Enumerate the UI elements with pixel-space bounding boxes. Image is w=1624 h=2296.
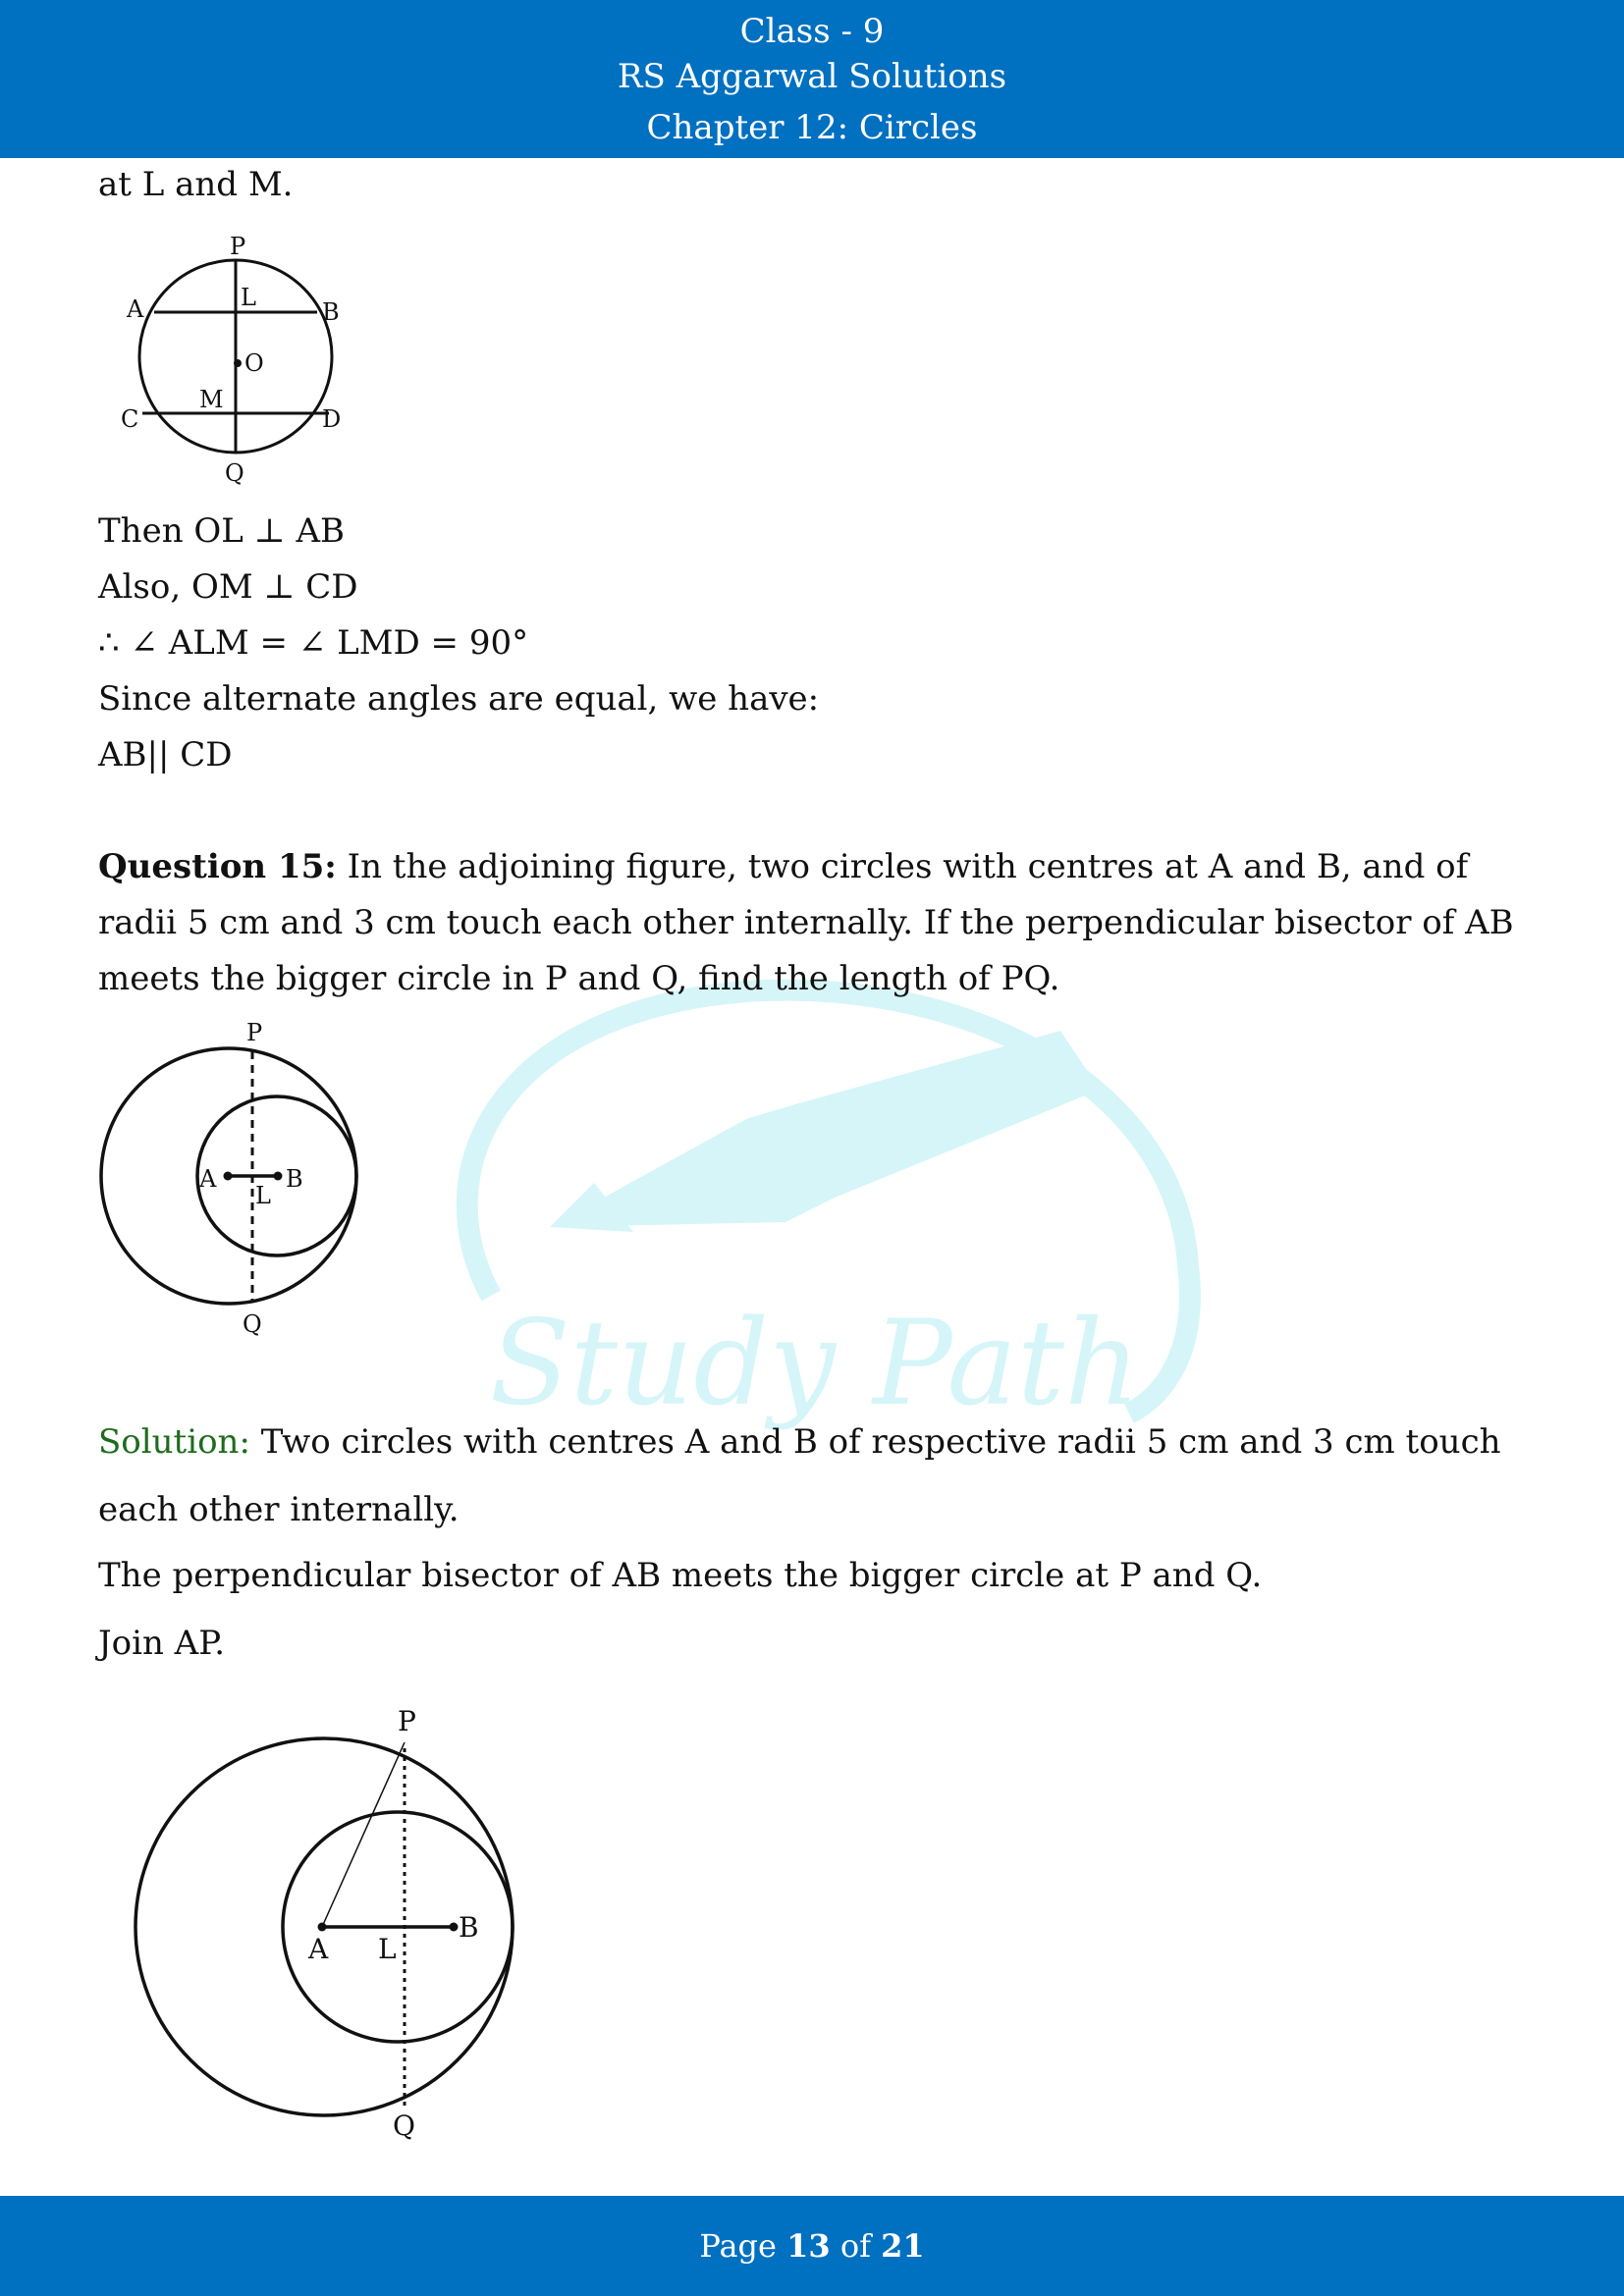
figure-parallel-chords [113, 233, 358, 487]
watermark-text: Study Path [489, 1296, 1141, 1432]
fig2-label-p: P [246, 1019, 263, 1046]
fig1-label-l: L [241, 284, 256, 311]
fig1-centre-o [234, 359, 242, 367]
solution-paragraph [98, 1409, 1532, 1544]
fig2-label-l: L [255, 1182, 271, 1209]
proof-line-2: Also, OM ⊥ CD [98, 567, 358, 607]
fig1-label-c: C [121, 405, 139, 433]
fig1-label-m: M [199, 386, 224, 413]
footer-current-page: 13 [786, 2227, 831, 2265]
fig1-label-q: Q [225, 459, 244, 487]
fig2-label-b: B [286, 1165, 303, 1193]
figure-touching-circles [93, 1016, 368, 1350]
header-book-title: RS Aggarwal Solutions [617, 57, 1007, 96]
solution-line-2: The perpendicular bisector of AB meets the bigger circle at P and Q. [98, 1556, 1263, 1595]
fig3-point-b [450, 1923, 459, 1932]
fig2-point-b [274, 1172, 283, 1181]
question-text: In the adjoining figure, two circles with centres at A and B, and of radii 5 cm and 3 cm touch each other internally. If the perpendicular bisector of AB meets the bigger circle in P and Q, find the length of PQ. [98, 847, 1514, 998]
fig1-label-p: P [230, 233, 246, 260]
page-footer [0, 2196, 1624, 2296]
fig1-label-b: B [322, 298, 340, 326]
header-chapter: Chapter 12: Circles [646, 108, 978, 147]
solution-label: Solution: [98, 1422, 250, 1462]
solution-text: Two circles with centres A and B of respective radii 5 cm and 3 cm touch each other internally. [98, 1422, 1501, 1529]
fig2-label-a: A [199, 1165, 217, 1193]
fig3-segment-ap [322, 1742, 405, 1927]
fig3-label-p: P [398, 1705, 416, 1737]
footer-middle: of [830, 2227, 882, 2265]
fig1-label-o: O [244, 349, 264, 377]
header-class: Class - 9 [739, 12, 885, 51]
fig1-label-a: A [127, 295, 144, 323]
question-label: Question 15: [98, 847, 337, 886]
fig2-label-q: Q [243, 1310, 262, 1338]
proof-line-1: Then OL ⊥ AB [98, 511, 345, 551]
fig3-point-a [318, 1923, 327, 1932]
fig3-label-b: B [459, 1911, 479, 1944]
question-15 [98, 839, 1532, 1007]
proof-line-4: Since alternate angles are equal, we have: [98, 679, 820, 719]
figure-join-ap [123, 1703, 535, 2155]
continuation-text: at L and M. [98, 165, 294, 204]
solution-line-3: Join AP. [98, 1624, 226, 1663]
fig3-label-l: L [378, 1933, 397, 1965]
footer-total-pages: 21 [881, 2227, 925, 2265]
fig2-point-a [224, 1172, 233, 1181]
page-header [0, 0, 1624, 158]
fig1-label-d: D [322, 405, 342, 433]
fig3-label-q: Q [393, 2109, 415, 2142]
proof-line-3: ∴ ∠ ALM = ∠ LMD = 90° [98, 623, 529, 663]
proof-line-5: AB|| CD [98, 735, 233, 774]
footer-prefix: Page [699, 2227, 787, 2265]
watermark-logo [422, 972, 1208, 1433]
fig3-label-a: A [308, 1933, 329, 1965]
